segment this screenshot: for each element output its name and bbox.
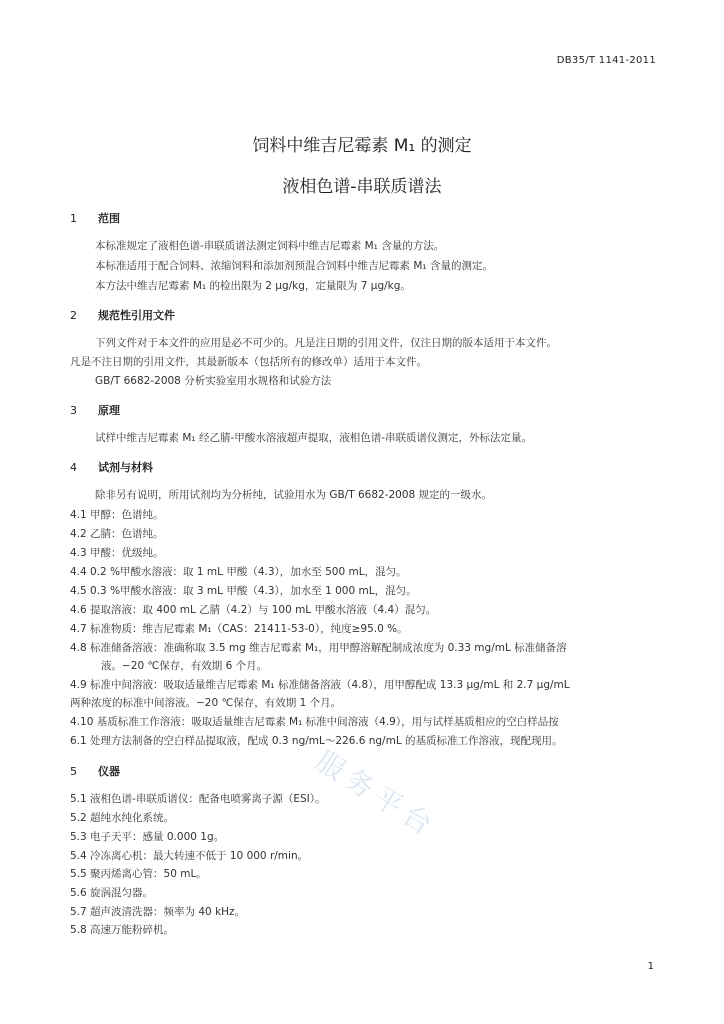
paragraph-line: 本标准规定了液相色谱-串联质谱法测定饲料中维吉尼霉素 M₁ 含量的方法。 xyxy=(95,240,445,252)
clause-item: 5.2 超纯水纯化系统。 xyxy=(70,812,175,824)
clause-item: 4.1 甲醇：色谱纯。 xyxy=(70,509,164,521)
paragraph-line: 凡是不注日期的引用文件，其最新版本（包括所有的修改单）适用于本文件。 xyxy=(70,356,427,368)
reference-entry: GB/T 6682-2008 分析实验室用水规格和试验方法 xyxy=(95,375,332,387)
clause-item: 4.3 甲酸：优级纯。 xyxy=(70,547,164,559)
section-heading-reagents xyxy=(70,459,153,475)
document-subtitle: 液相色谱-串联质谱法 xyxy=(282,177,442,197)
clause-item: 4.4 0.2 %甲酸水溶液：取 1 mL 甲酸（4.3），加水至 500 mL，混匀。 xyxy=(70,566,407,578)
section-number: 3 xyxy=(70,404,77,417)
section-number: 4 xyxy=(70,461,77,474)
clause-item: 5.6 旋涡混匀器。 xyxy=(70,887,154,899)
clause-item: 5.8 高速万能粉碎机。 xyxy=(70,924,175,936)
clause-item: 4.5 0.3 %甲酸水溶液：取 3 mL 甲酸（4.3），加水至 1 000 mL，混匀。 xyxy=(70,585,417,597)
paragraph-line: 试样中维吉尼霉素 M₁ 经乙腈-甲酸水溶液超声提取，液相色谱-串联质谱仪测定，外标法定量。 xyxy=(95,432,533,444)
clause-item: 4.10 基质标准工作溶液：吸取适量维吉尼霉素 M₁ 标准中间溶液（4.9），用与试样基质相应的空白样品按 xyxy=(70,716,559,728)
section-heading-principle xyxy=(70,402,120,418)
section-number: 2 xyxy=(70,309,77,322)
section-title: 试剂与材料 xyxy=(98,461,153,474)
clause-continuation: 6.1 处理方法制备的空白样品提取液，配成 0.3 ng/mL～226.6 ng/mL 的基质标准工作溶液，现配现用。 xyxy=(70,735,563,747)
clause-item: 4.6 提取溶液：取 400 mL 乙腈（4.2）与 100 mL 甲酸水溶液（4.4）混匀。 xyxy=(70,604,437,616)
clause-item: 4.7 标准物质：维吉尼霉素 M₁（CAS：21411-53-0），纯度≥95.0 %。 xyxy=(70,623,408,635)
paragraph-line: 本方法中维吉尼霉素 M₁ 的检出限为 2 μg/kg，定量限为 7 μg/kg。 xyxy=(95,280,411,292)
clause-continuation: 液。−20 ℃保存，有效期 6 个月。 xyxy=(101,660,268,672)
paragraph-line: 除非另有说明，所用试剂均为分析纯，试验用水为 GB/T 6682-2008 规定的一级水。 xyxy=(95,489,493,501)
section-title: 范围 xyxy=(98,212,120,225)
clause-continuation: 两种浓度的标准中间溶液。−20 ℃保存，有效期 1 个月。 xyxy=(70,697,342,709)
section-number: 5 xyxy=(70,765,77,778)
section-title: 原理 xyxy=(98,404,120,417)
standard-number: DB35/T 1141-2011 xyxy=(556,55,656,66)
clause-item: 5.4 冷冻离心机：最大转速不低于 10 000 r/min。 xyxy=(70,850,309,862)
clause-item: 4.8 标准储备溶液：准确称取 3.5 mg 维吉尼霉素 M₁，用甲醇溶解配制成浓度为 0.33 mg/mL 标准储备溶 xyxy=(70,642,567,654)
clause-item: 4.9 标准中间溶液：吸取适量维吉尼霉素 M₁ 标准储备溶液（4.8），用甲醇配成 13.3 μg/mL 和 2.7 μg/mL xyxy=(70,679,570,691)
clause-item: 4.2 乙腈：色谱纯。 xyxy=(70,528,164,540)
section-heading-apparatus xyxy=(70,763,120,779)
clause-item: 5.3 电子天平：感量 0.000 1g。 xyxy=(70,831,225,843)
section-title: 仪器 xyxy=(98,765,120,778)
section-heading-references xyxy=(70,307,175,323)
watermark: 服务平台 xyxy=(309,744,443,845)
paragraph-line: 本标准适用于配合饲料、浓缩饲料和添加剂预混合饲料中维吉尼霉素 M₁ 含量的测定。 xyxy=(95,260,493,272)
page-number: 1 xyxy=(647,961,654,972)
clause-item: 5.7 超声波清洗器：频率为 40 kHz。 xyxy=(70,906,246,918)
clause-item: 5.5 聚丙烯离心管：50 mL。 xyxy=(70,868,207,880)
clause-item: 5.1 液相色谱-串联质谱仪：配备电喷雾离子源（ESI）。 xyxy=(70,793,326,805)
document-title: 饲料中维吉尼霉素 M₁ 的测定 xyxy=(252,136,472,156)
paragraph-line: 下列文件对于本文件的应用是必不可少的。凡是注日期的引用文件，仅注日期的版本适用于本文件。 xyxy=(95,337,557,349)
section-number: 1 xyxy=(70,212,77,225)
section-title: 规范性引用文件 xyxy=(98,309,175,322)
section-heading-scope xyxy=(70,210,120,226)
